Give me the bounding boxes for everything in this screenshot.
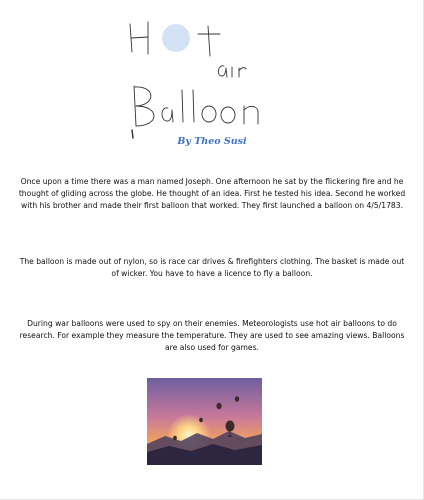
sunset-balloons-photo bbox=[147, 378, 262, 465]
paragraph-materials: The balloon is made out of nylon, so is race car drives & firefighters clothing. The basket is made out of wicker. You have to have a licence to fly a balloon. bbox=[19, 257, 405, 279]
paragraph-story: Once upon a time there was a man named Joseph. One afternoon he sat by the flickering fire and he thought of gliding across the globe. He thought of an idea. First he tested his idea. Second he worked with his brother and made their first balloon that worked. They first launched a balloon on 4/5/1783. bbox=[18, 177, 406, 211]
balloon-o-circle bbox=[162, 24, 190, 52]
paragraph-uses: During war balloons were used to spy on their enemies. Meteorologists use hot air balloons to do research. For example they measure the temperature. They are used to see amazing views. Balloons are also used for games. bbox=[19, 319, 405, 353]
author-byline: By Theo Susi bbox=[177, 136, 247, 147]
handwritten-title bbox=[120, 10, 280, 140]
